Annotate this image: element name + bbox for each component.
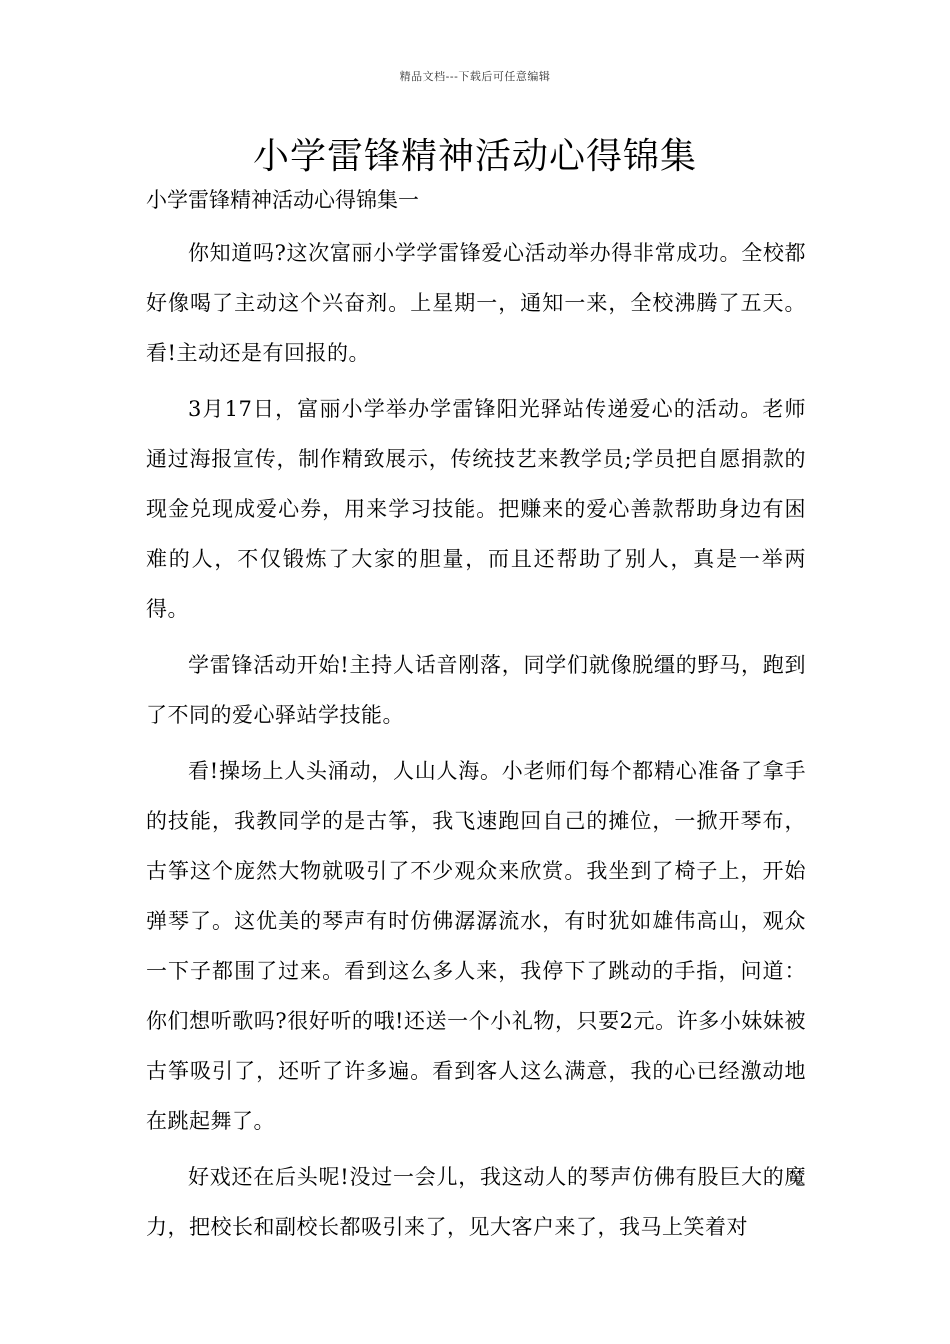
body-text — [146, 228, 806, 1258]
document-title: 小学雷锋精神活动心得锦集 — [252, 136, 697, 177]
paragraph: 学雷锋活动开始!主持人话音刚落，同学们就像脱缰的野马，跑到了不同的爱心驿站学技能。 — [146, 653, 806, 727]
paragraph: 看!操场上人头涌动，人山人海。小老师们每个都精心准备了拿手的技能，我教同学的是古筝，我飞速跑回自己的摊位，一掀开琴布，古筝这个庞然大物就吸引了不少观众来欣赏。我坐到了椅子上，开始弹琴了。这优美的琴声有时仿佛潺潺流水，有时犹如雄伟高山，观众一下子都围了过来。看到这么多人来，我停下了跳动的手指，问道：你们想听歌吗?很好听的哦!还送一个小礼物，只要2元。许多小妹妹被古筝吸引了，还听了许多遍。看到客人这么满意，我的心已经激动地在跳起舞了。 — [146, 759, 806, 1133]
paragraph: 你知道吗?这次富丽小学学雷锋爱心活动举办得非常成功。全校都好像喝了主动这个兴奋剂。上星期一，通知一来，全校沸腾了五天。看!主动还是有回报的。 — [146, 241, 806, 365]
paragraph: 3月17日，富丽小学举办学雷锋阳光驿站传递爱心的活动。老师通过海报宣传，制作精致展示，传统技艺来教学员;学员把自愿捐款的现金兑现成爱心券，用来学习技能。把赚来的爱心善款帮助身边有困难的人，不仅锻炼了大家的胆量，而且还帮助了别人，真是一举两得。 — [146, 397, 806, 621]
section-subtitle: 小学雷锋精神活动心得锦集一 — [146, 188, 419, 212]
header-note: 精品文档---下载后可任意编辑 — [399, 70, 551, 83]
paragraph: 好戏还在后头呢!没过一会儿，我这动人的琴声仿佛有股巨大的魔力，把校长和副校长都吸引来了，见大客户来了，我马上笑着对 — [146, 1165, 806, 1239]
